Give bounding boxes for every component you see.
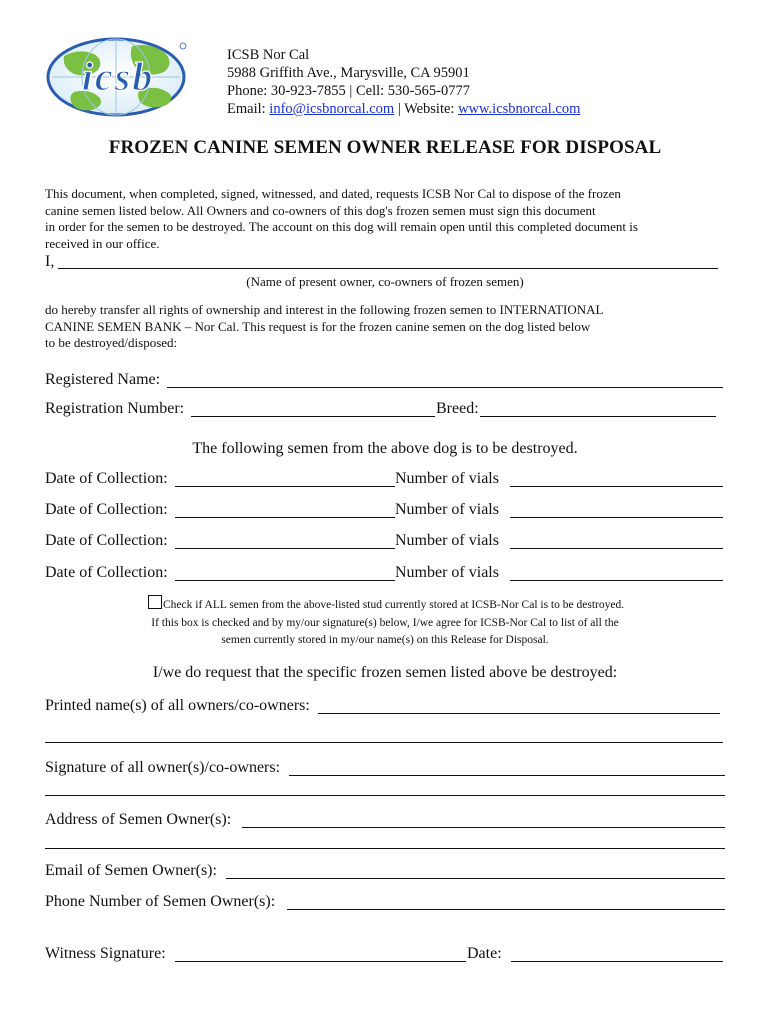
date-label: Date: [467, 945, 502, 962]
website-label: | Website: [394, 101, 459, 117]
intro-paragraph [45, 186, 638, 252]
transfer-line: CANINE SEMEN BANK – Nor Cal. This request is for the frozen canine semen on the dog listed below [45, 318, 591, 334]
intro-line: This document, when completed, signed, witnessed, and dated, requests ICSB Nor Cal to dispose of the frozen [45, 186, 621, 201]
request-text: I/we do request that the specific frozen semen listed above be destroyed: [152, 664, 618, 681]
vials-label: Number of vials [395, 470, 499, 487]
logo-text: icsb [81, 54, 155, 99]
following-text: The following semen from the above dog is to be destroyed. [192, 440, 578, 457]
website-link[interactable]: www.icsbnorcal.com [458, 101, 581, 117]
registered-name-row [45, 371, 160, 389]
email-owner-field[interactable] [226, 878, 725, 879]
address-field[interactable] [242, 827, 725, 828]
breed-label: Breed: [436, 400, 479, 417]
intro-line: received in our office. [45, 235, 160, 251]
collection-date-label: Date of Collection: [45, 501, 168, 518]
intro-line: in order for the semen to be destroyed. The account on this dog will remain open until this completed document is [45, 219, 638, 234]
owner-prefix: I, [45, 253, 55, 270]
signature-field-extra[interactable] [45, 795, 725, 796]
destroy-all-checkbox[interactable] [148, 595, 162, 609]
owner-caption: (Name of present owner, co-owners of frozen semen) [246, 274, 524, 289]
intro-line: canine semen listed below. All Owners and co-owners of this dog's frozen semen must sign this document [45, 202, 596, 218]
org-phone: Phone: 30-923-7855 | Cell: 530-565-0777 [227, 83, 470, 99]
phone-owner-field[interactable] [287, 909, 725, 910]
owner-name-row [45, 253, 54, 271]
breed-field[interactable] [480, 416, 716, 417]
vials-field[interactable] [510, 486, 723, 487]
email-link[interactable]: info@icsbnorcal.com [269, 101, 395, 117]
transfer-line: to be destroyed/disposed: [45, 335, 178, 350]
registered-name-field[interactable] [167, 387, 723, 388]
org-contact-line [227, 101, 580, 118]
vials-field[interactable] [510, 517, 723, 518]
signature-field[interactable] [289, 775, 725, 776]
collection-date-label: Date of Collection: [45, 470, 168, 487]
collection-date-field[interactable] [175, 517, 395, 518]
registration-number-field[interactable] [191, 416, 435, 417]
collection-date-label: Date of Collection: [45, 532, 168, 549]
icsb-globe-logo [44, 36, 194, 118]
witness-signature-label: Witness Signature: [45, 945, 166, 962]
collection-date-field[interactable] [175, 486, 395, 487]
owner-name-field[interactable] [58, 268, 718, 269]
address-label: Address of Semen Owner(s): [45, 811, 232, 828]
email-owner-label: Email of Semen Owner(s): [45, 862, 217, 879]
printed-names-label: Printed name(s) of all owners/co-owners: [45, 697, 310, 714]
checkbox-label: Check if ALL semen from the above-listed stud currently stored at ICSB-Nor Cal is to be destroyed. [163, 599, 625, 611]
registration-number-label: Registration Number: [45, 400, 185, 417]
transfer-line: do hereby transfer all rights of ownership and interest in the following frozen semen to INTERNATIONAL [45, 302, 604, 317]
page-title: FROZEN CANINE SEMEN OWNER RELEASE FOR DISPOSAL [108, 137, 662, 158]
email-label: Email: [227, 101, 270, 117]
org-name: ICSB Nor Cal [227, 47, 310, 63]
collection-date-field[interactable] [175, 580, 395, 581]
vials-label: Number of vials [395, 564, 499, 581]
printed-names-field[interactable] [318, 713, 720, 714]
address-field-extra[interactable] [45, 848, 725, 849]
phone-owner-label: Phone Number of Semen Owner(s): [45, 893, 276, 910]
date-field[interactable] [511, 961, 723, 962]
printed-names-field-extra[interactable] [45, 742, 723, 743]
transfer-paragraph [45, 302, 604, 352]
collection-date-label: Date of Collection: [45, 564, 168, 581]
witness-signature-field[interactable] [175, 961, 466, 962]
signature-label: Signature of all owner(s)/co-owners: [45, 759, 281, 776]
vials-label: Number of vials [395, 501, 499, 518]
vials-field[interactable] [510, 580, 723, 581]
vials-label: Number of vials [395, 532, 499, 549]
checkbox-note-line: If this box is checked and by my/our signature(s) below, I/we agree for ICSB-Nor Cal to list of all the [151, 617, 619, 629]
vials-field[interactable] [510, 548, 723, 549]
collection-date-field[interactable] [175, 548, 395, 549]
org-address: 5988 Griffith Ave., Marysville, CA 95901 [227, 65, 470, 81]
registered-name-label: Registered Name: [45, 371, 161, 388]
checkbox-note-line: semen currently stored in my/our name(s) on this Release for Disposal. [221, 634, 549, 646]
